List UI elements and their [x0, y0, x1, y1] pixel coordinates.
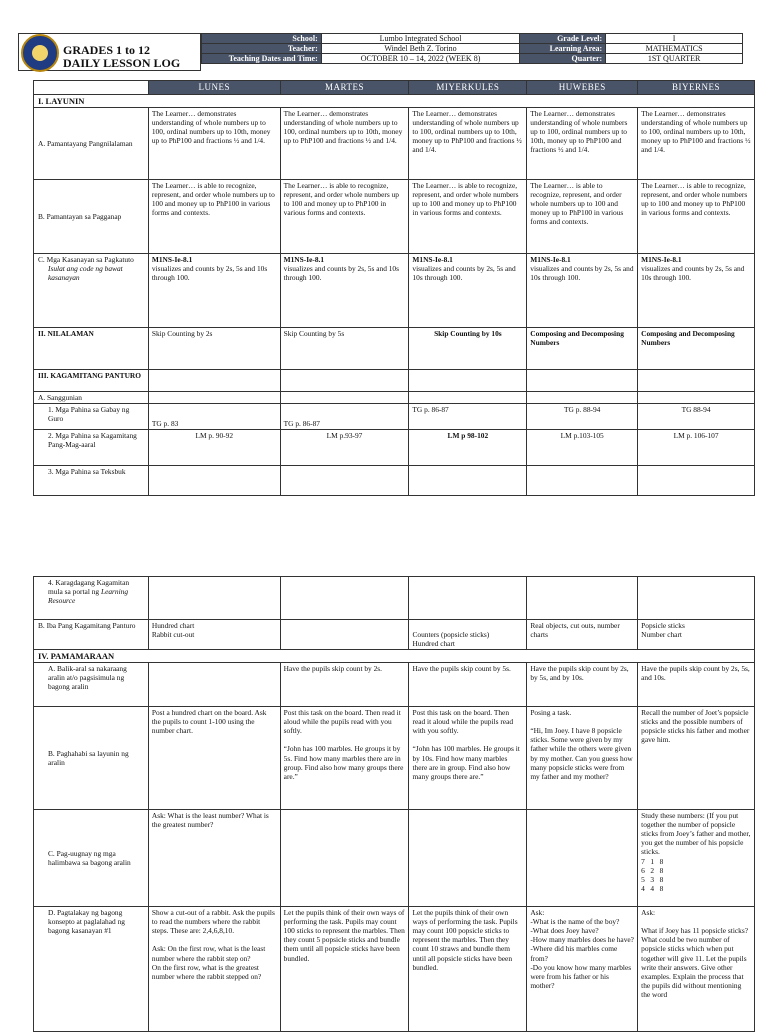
kagamitang-pang-mag-aaral-row — [34, 430, 755, 466]
day-martes: MARTES — [280, 81, 409, 95]
competency-text: visualizes and counts by 2s, 5s and 10s through 100. — [151, 264, 268, 283]
teacher-value: Windel Beth Z. Torino — [321, 44, 520, 54]
row-label-karagdagang — [34, 577, 149, 620]
empty-cell — [638, 370, 755, 392]
cell-uugnay-miyerkules — [409, 810, 527, 907]
empty-cell — [409, 392, 527, 404]
cell-b-biyernes: The Learner… is able to recognize, represent, and order whole numbers up to 100 and money up to PhP100 in various forms and contexts. — [638, 180, 755, 254]
row-label-sanggunian: A. Sanggunian — [34, 392, 149, 404]
empty-cell — [280, 466, 409, 496]
cell-lm-miyerkules: LM p 98-102 — [409, 430, 527, 466]
cell-nilalaman-huwebes: Composing and Decomposing Numbers — [527, 328, 638, 370]
row-label-pag-uugnay: C. Pag-uugnay ng mga halimbawa sa bagong aralin — [34, 810, 149, 907]
cell-nilalaman-lunes: Skip Counting by 2s — [148, 328, 280, 370]
balik-aral-row — [34, 663, 755, 707]
school-label: School: — [202, 34, 322, 44]
gabay-guro-row — [34, 404, 755, 430]
empty-cell — [148, 392, 280, 404]
empty-cell — [527, 392, 638, 404]
cell-b-martes: The Learner… is able to recognize, represent, and order whole numbers up to 100 and money up to PhP100 in various forms and contexts. — [280, 180, 409, 254]
number-row: 7 1 8 — [641, 856, 664, 866]
log-title-line2: DAILY LESSON LOG — [63, 56, 181, 70]
number-row: 5 3 8 — [641, 874, 664, 884]
cell-pagtalakay-lunes: Show a cut-out of a rabbit. Ask the pupils to read the numbers where the rabbit steps. These are: 2,4,6,8,10. Ask: On the first row, what is the least number where the rabbit step on? On the first row, what is the greatest number where the rabbit stepped on? — [148, 907, 280, 1032]
cell-c-miyerkules — [409, 254, 527, 328]
number-row: 6 2 8 — [641, 865, 664, 875]
teacher-label: Teacher: — [202, 44, 322, 54]
empty-cell — [280, 577, 409, 620]
dates-label: Teaching Dates and Time: — [202, 54, 322, 64]
cell-lm-martes: LM p.93-97 — [280, 430, 409, 466]
empty-cell — [638, 466, 755, 496]
log-title-line1: GRADES 1 to 12 — [63, 43, 151, 57]
study-numbers-text: Study these numbers: (If you put together the number of popsicle sticks from Joey’s father and mother, you get the number of his popsicle sticks. — [641, 811, 751, 857]
iba-pang-kagamitan-row — [34, 620, 755, 650]
cell-gabay-biyernes: TG 88-94 — [638, 404, 755, 430]
row-label-gabay: 1. Mga Pahina sa Gabay ng Guro — [34, 404, 149, 430]
competency-text: visualizes and counts by 2s, 5s and 10s through 100. — [283, 264, 400, 283]
competency-code: M1NS-Ie-8.1 — [412, 255, 453, 265]
grade-value: I — [606, 34, 743, 44]
cell-balik-lunes — [148, 663, 280, 707]
cell-paghahabi-biyernes: Recall the number of Joet’s popsicle sticks and the possible numbers of popsicle sticks his father and mother gave him. — [638, 707, 755, 810]
competency-code: M1NS-Ie-8.1 — [151, 255, 193, 265]
pamantayang-pangnilalaman-row — [34, 108, 755, 180]
empty-cell — [638, 392, 755, 404]
pagtalakay-row — [34, 907, 755, 1032]
cell-uugnay-lunes: Ask: What is the least number? What is the greatest number? — [148, 810, 280, 907]
cell-a-huwebes: The Learner… demonstrates understanding of whole numbers up to 100, ordinal numbers up to 10th, money up to PhP100 and fractions ½ and 1/4. — [527, 108, 638, 180]
day-huwebes: HUWEBES — [527, 81, 638, 95]
empty-cell — [280, 370, 409, 392]
cell-b-lunes: The Learner… is able to recognize, represent, and order whole numbers up to 100 and money up to PhP100 in various forms and contexts. — [148, 180, 280, 254]
row-label-c-text: C. Mga Kasanayan sa Pagkatuto — [38, 255, 134, 265]
cell-nilalaman-miyerkules: Skip Counting by 10s — [409, 328, 527, 370]
karagdagang-text: 4. Karagdagang Kagamitan mula sa portal ng — [48, 578, 130, 597]
quarter-value: 1ST QUARTER — [606, 54, 743, 64]
cell-iba-martes — [280, 620, 409, 650]
lesson-log-table-part2 — [33, 576, 755, 1032]
dates-value: OCTOBER 10 – 14, 2022 (WEEK 8) — [321, 54, 520, 64]
cell-nilalaman-biyernes: Composing and Decomposing Numbers — [638, 328, 755, 370]
nilalaman-row — [34, 328, 755, 370]
section-nilalaman: II. NILALAMAN — [34, 328, 149, 370]
competency-code: M1NS-Ie-8.1 — [530, 255, 571, 265]
empty-cell — [409, 577, 527, 620]
empty-cell — [409, 466, 527, 496]
area-label: Learning Area: — [520, 44, 606, 54]
paghahabi-row — [34, 707, 755, 810]
cell-gabay-huwebes: TG p. 88-94 — [527, 404, 638, 430]
row-label-iba: B. Iba Pang Kagamitang Panturo — [34, 620, 149, 650]
cell-lm-lunes: LM p. 90-92 — [148, 430, 280, 466]
quarter-label: Quarter: — [520, 54, 606, 64]
section-kagamitang-panturo: III. KAGAMITANG PANTURO — [34, 370, 149, 392]
empty-cell — [280, 392, 409, 404]
cell-gabay-miyerkules: TG p. 86-87 — [409, 404, 527, 430]
empty-cell — [148, 466, 280, 496]
cell-lm-huwebes: LM p.103-105 — [527, 430, 638, 466]
empty-cell — [527, 370, 638, 392]
teksbuk-row — [34, 466, 755, 496]
competency-code: M1NS-Ie-8.1 — [283, 255, 325, 265]
empty-cell — [527, 466, 638, 496]
header-info-table — [201, 33, 743, 64]
cell-pagtalakay-martes: Let the pupils think of their own ways of performing the task. Pupils may count 100 sticks to represent the marbles. Then they count 5 popsicle sticks and bundle them until all popsicle sticks have been bundled. — [280, 907, 409, 1032]
cell-pagtalakay-huwebes: Ask: -What is the name of the boy? -What does Joey have? -How many marbles does he have? -Where did his marbles come from? -Do you know how many marbles were from his father or his mother? — [527, 907, 638, 1032]
area-value: MATHEMATICS — [606, 44, 743, 54]
kagamitan-row — [34, 370, 755, 392]
row-label-kagamitan-pang: 2. Mga Pahina sa Kagamitang Pang-Mag-aaral — [34, 430, 149, 466]
karagdagang-kagamitan-row — [34, 577, 755, 620]
competency-code: M1NS-Ie-8.1 — [641, 255, 682, 265]
cell-c-lunes — [148, 254, 280, 328]
school-value: Lumbo Integrated School — [321, 34, 520, 44]
day-header-row — [34, 81, 755, 95]
section-layunin: I. LAYUNIN — [34, 95, 755, 108]
cell-iba-huwebes: Real objects, cut outs, number charts — [527, 620, 638, 650]
row-label-b: B. Pamantayan sa Pagganap — [34, 180, 149, 254]
day-miyerkules: MIYERKULES — [409, 81, 527, 95]
empty-cell — [409, 370, 527, 392]
day-biyernes: BIYERNES — [638, 81, 755, 95]
competency-text: visualizes and counts by 2s, 5s and 10s through 100. — [641, 264, 745, 283]
cell-c-martes — [280, 254, 409, 328]
number-row: 4 4 8 — [641, 883, 664, 893]
cell-a-martes: The Learner… demonstrates understanding of whole numbers up to 100, ordinal numbers up to 10th, money up to PhP100 and fractions ½ and 1/4. — [280, 108, 409, 180]
cell-nilalaman-martes: Skip Counting by 5s — [280, 328, 409, 370]
cell-paghahabi-martes: Post this task on the board. Then read it aloud while the pupils read with you softly. “John has 100 marbles. He groups it by 5s. Find how many marbles there are in group. Find also how many groups there are.” — [280, 707, 409, 810]
cell-uugnay-biyernes — [638, 810, 755, 907]
cell-gabay-lunes: TG p. 83 — [148, 404, 280, 430]
lesson-log-table-part1 — [33, 80, 755, 496]
row-label-c — [34, 254, 149, 328]
cell-b-miyerkules: The Learner… is able to recognize, represent, and order whole numbers up to 100 and money up to PhP100 in various forms and contexts. — [409, 180, 527, 254]
row-label-teksbuk: 3. Mga Pahina sa Teksbuk — [34, 466, 149, 496]
blank-header-cell — [34, 81, 149, 95]
empty-cell — [527, 577, 638, 620]
pamantayan-pagganap-row — [34, 180, 755, 254]
empty-cell — [638, 577, 755, 620]
cell-gabay-martes: TG p. 86-87 — [280, 404, 409, 430]
sanggunian-row — [34, 392, 755, 404]
cell-balik-martes: Have the pupils skip count by 2s. — [280, 663, 409, 707]
pag-uugnay-row — [34, 810, 755, 907]
layunin-row — [34, 95, 755, 108]
cell-uugnay-huwebes — [527, 810, 638, 907]
cell-iba-miyerkules: Counters (popsicle sticks) Hundred chart — [409, 620, 527, 650]
cell-balik-miyerkules: Have the pupils skip count by 5s. — [409, 663, 527, 707]
row-label-a: A. Pamantayang Pangnilalaman — [34, 108, 149, 180]
row-label-c-sub: Isulat ang code ng bawat kasanayan — [48, 264, 123, 283]
cell-iba-biyernes: Popsicle sticks Number chart — [638, 620, 755, 650]
cell-lm-biyernes: LM p. 106-107 — [638, 430, 755, 466]
row-label-pagtalakay: D. Pagtalakay ng bagong konsepto at paglalahad ng bagong kasanayan #1 — [34, 907, 149, 1032]
cell-balik-huwebes: Have the pupils skip count by 2s, by 5s, and by 10s. — [527, 663, 638, 707]
empty-cell — [148, 370, 280, 392]
cell-pagtalakay-miyerkules: Let the pupils think of their own ways of performing the task. Pupils may count 100 popsicle sticks to represent the marbles. Then they count 10 straws and bundle them until all popsicle sticks have been bundled. — [409, 907, 527, 1032]
kasanayan-row — [34, 254, 755, 328]
learning-resource-text: Learning Resource — [48, 587, 129, 606]
cell-paghahabi-huwebes: Posing a task. “Hi, Im Joey. I have 8 popsicle sticks. Some were given by my father while the others were given by my mother. Can you guess how many popsicle sticks were from my father and my mother? — [527, 707, 638, 810]
cell-a-miyerkules: The Learner… demonstrates understanding of whole numbers up to 100, ordinal numbers up to 10th, money up to PhP100 and fractions ½ and 1/4. — [409, 108, 527, 180]
cell-paghahabi-miyerkules: Post this task on the board. Then read it aloud while the pupils read with you softly. “John has 100 marbles. He groups it by 10s. Find how many marbles there are in group. Find also how many groups there are.” — [409, 707, 527, 810]
competency-text: visualizes and counts by 2s, 5s and 10s through 100. — [530, 264, 634, 283]
row-label-paghahabi: B. Paghahabi sa layunin ng aralin — [34, 707, 149, 810]
cell-balik-biyernes: Have the pupils skip count by 2s, 5s, and 10s. — [638, 663, 755, 707]
deped-seal-logo — [21, 34, 59, 72]
empty-cell — [148, 577, 280, 620]
competency-text: visualizes and counts by 2s, 5s and 10s through 100. — [412, 264, 516, 283]
cell-b-huwebes: The Learner… is able to recognize, represent, and order whole numbers up to 100 and money up to PhP100 in various forms and contexts. — [527, 180, 638, 254]
pamamaraan-row — [34, 650, 755, 663]
cell-iba-lunes: Hundred chart Rabbit cut-out — [148, 620, 280, 650]
row-label-balik-aral: A. Balik-aral sa nakaraang aralin at/o pagsisimula ng bagong aralin — [34, 663, 149, 707]
grade-label: Grade Level: — [520, 34, 606, 44]
section-pamamaraan: IV. PAMAMARAAN — [34, 650, 755, 663]
cell-c-biyernes — [638, 254, 755, 328]
cell-pagtalakay-biyernes: Ask: What if Joey has 11 popsicle sticks? What could be two number of popsicle sticks which when put together will give 11. Let the pupils write their answers. Give other examples. Explain the process that the pupils did without mentioning the word — [638, 907, 755, 1032]
cell-a-lunes: The Learner… demonstrates understanding of whole numbers up to 100, ordinal numbers up to 10th, money up to PhP100 and fractions ½ and 1/4. — [148, 108, 280, 180]
cell-c-huwebes — [527, 254, 638, 328]
day-lunes: LUNES — [148, 81, 280, 95]
cell-uugnay-martes — [280, 810, 409, 907]
cell-a-biyernes: The Learner… demonstrates understanding of whole numbers up to 100, ordinal numbers up to 10th, money up to PhP100 and fractions ½ and 1/4. — [638, 108, 755, 180]
cell-paghahabi-lunes: Post a hundred chart on the board. Ask the pupils to count 1-100 using the number chart. — [148, 707, 280, 810]
